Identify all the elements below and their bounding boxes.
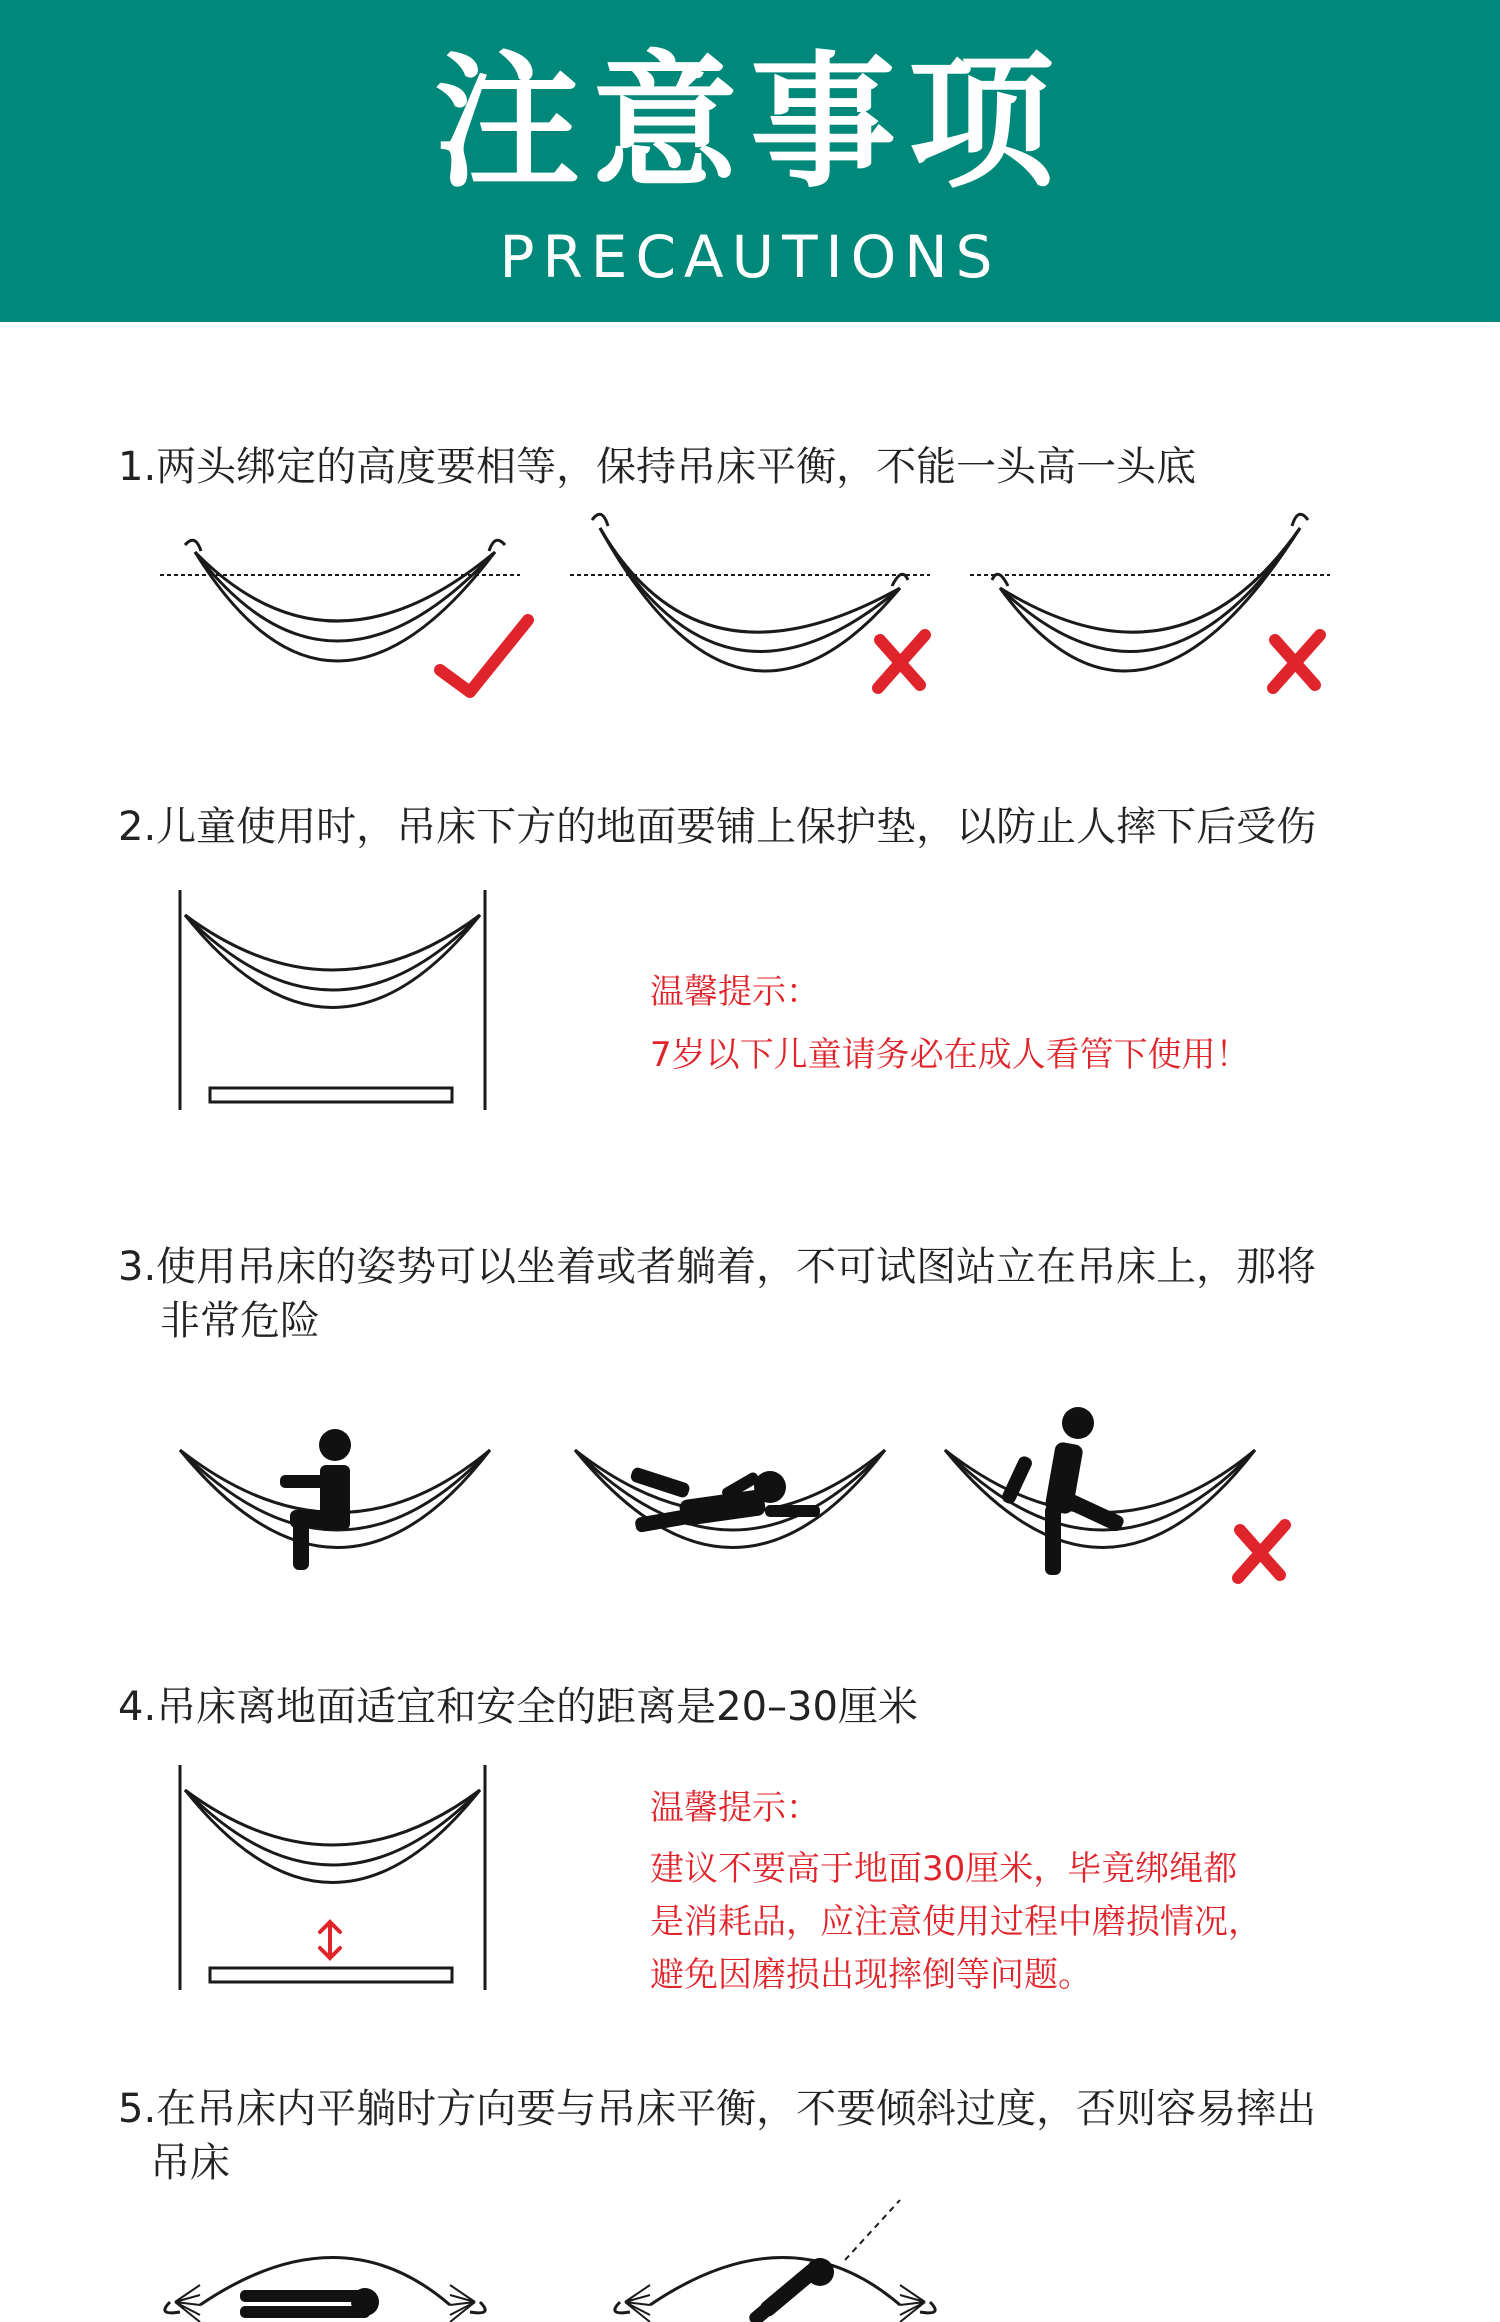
ground-mat	[210, 1968, 452, 1982]
lying-straight-person-icon	[240, 2288, 379, 2318]
tip-text: 7岁以下儿童请务必在成人看管下使用！	[650, 1035, 1250, 1075]
page-title: 注意事项	[434, 38, 1066, 208]
hammock-left-high-wrong	[570, 514, 930, 671]
hammock-level-figure	[0, 500, 1500, 710]
tip-box-children	[650, 966, 1250, 1082]
hammock-posture-figure	[0, 1395, 1500, 1600]
standing-person-icon	[1000, 1407, 1125, 1575]
tip-heading: 温馨提示：	[650, 972, 820, 1012]
precaution-item-3-line2: 非常危险	[160, 1298, 320, 1344]
cross-mark-icon	[878, 635, 925, 688]
cross-mark-icon	[1273, 635, 1320, 688]
tip-heading: 温馨提示：	[650, 1788, 820, 1828]
cross-mark-icon	[1238, 1525, 1285, 1578]
lying-diagonal-person-icon	[747, 2258, 834, 2322]
tip-line: 是消耗品，应注意使用过程中磨损情况，	[650, 1902, 1262, 1942]
tip-box-height	[650, 1782, 1262, 2002]
precaution-item-2: 2.儿童使用时，吊床下方的地面要铺上保护垫，以防止人摔下后受伤	[118, 804, 1317, 850]
hammock-height-figure	[0, 1760, 520, 1995]
page-subtitle: PRECAUTIONS	[499, 223, 1001, 291]
precaution-item-3: 3.使用吊床的姿势可以坐着或者躺着，不可试图站立在吊床上，那将	[118, 1244, 1317, 1290]
check-mark-icon	[440, 620, 528, 692]
precaution-item-5-line2: 吊床	[150, 2140, 230, 2186]
precaution-item-1: 1.两头绑定的高度要相等，保持吊床平衡，不能一头高一头底	[118, 444, 1197, 490]
protective-mat	[210, 1088, 452, 1102]
hammock-mat-figure	[0, 885, 520, 1115]
precautions-header	[0, 0, 1500, 322]
precaution-item-5: 5.在吊床内平躺时方向要与吊床平衡，不要倾斜过度，否则容易摔出	[118, 2086, 1317, 2132]
double-arrow-icon	[320, 1922, 340, 1958]
tip-line: 避免因磨损出现摔倒等问题。	[650, 1955, 1092, 1995]
hammock-level-correct	[160, 540, 520, 661]
tip-line: 建议不要高于地面30厘米，毕竟绑绳都	[650, 1849, 1238, 1889]
precaution-item-4: 4.吊床离地面适宜和安全的距离是20–30厘米	[118, 1684, 918, 1730]
hammock-lying-direction-figure	[0, 2190, 1500, 2322]
